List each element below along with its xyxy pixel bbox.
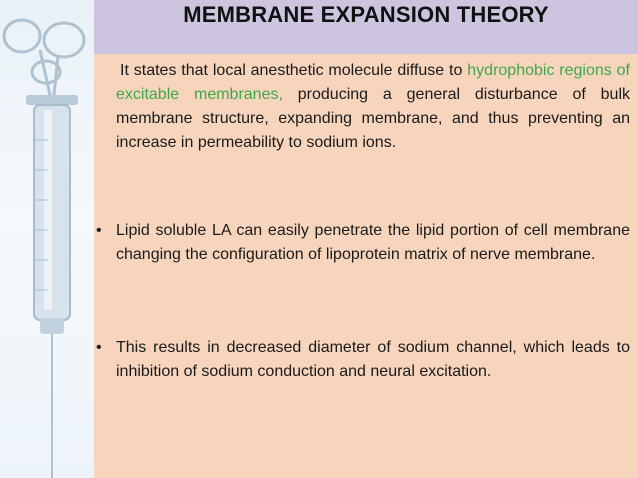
bullet-item xyxy=(94,219,634,267)
intro-text-start: It states that local anesthetic molecule diffuse to xyxy=(120,62,468,79)
title-bar xyxy=(94,0,638,54)
bullet-text: This results in decreased diameter of sodium channel, which leads to inhibition of sodium conduction and neural excitation. xyxy=(116,339,630,380)
intro-highlight: hydrophobic regions of excitable membranes, xyxy=(116,62,630,103)
bullet-text: Lipid soluble LA can easily penetrate the lipid portion of cell membrane changing the configuration of lipoprotein matrix of nerve membrane. xyxy=(116,222,630,263)
bullet-marker: • xyxy=(96,339,102,356)
intro-paragraph xyxy=(116,59,630,155)
slide-title: MEMBRANE EXPANSION THEORY xyxy=(183,2,549,27)
bullet-marker: • xyxy=(96,222,102,239)
intro-text-end: producing a general disturbance of bulk membrane structure, expanding membrane, and thus preventing an increase in permeability to sodium ions. xyxy=(116,86,630,151)
content-box xyxy=(94,54,638,478)
bullet-item xyxy=(94,336,634,384)
